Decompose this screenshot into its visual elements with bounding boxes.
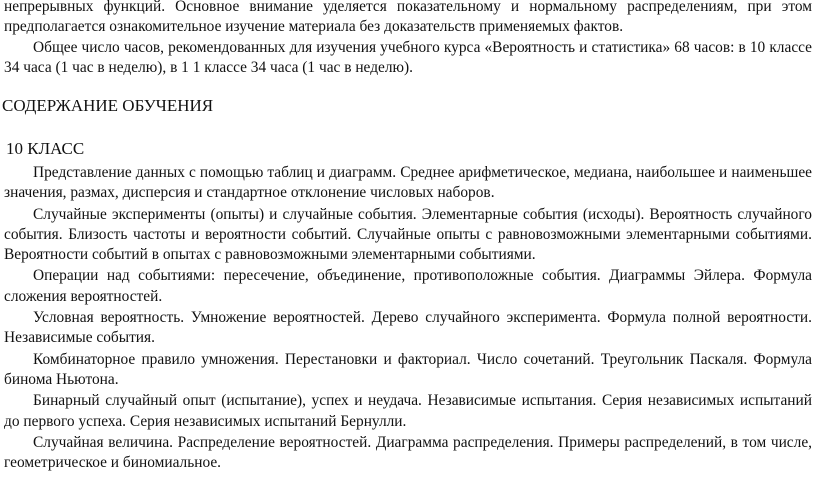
class-title: 10 КЛАСС	[6, 139, 85, 158]
intro-block	[4, 0, 812, 78]
content-block	[4, 163, 812, 474]
content-paragraph-random-variable: Случайная величина. Распределение вероятностей. Диаграмма распределения. Примеры распределений, в том числе, геометрическое и биномиальное.	[4, 433, 812, 472]
content-paragraph-combinatorics: Комбинаторное правило умножения. Перестановки и факториал. Число сочетаний. Треугольник Паскаля. Формула бинома Ньютона.	[4, 350, 812, 388]
content-paragraph-operations: Операции над событиями: пересечение, объединение, противоположные события. Диаграммы Эйлера. Формула сложения вероятностей.	[4, 267, 812, 305]
section-title: СОДЕРЖАНИЕ ОБУЧЕНИЯ	[2, 96, 214, 115]
intro-paragraph-1: непрерывных функций. Основное внимание уделяется показательному и нормальному распределениям, при этом предполагается ознакомительное изучение материала без доказательств применяемых фактов.	[4, 0, 812, 36]
content-paragraph-bernoulli: Бинарный случайный опыт (испытание), успех и неудача. Независимые испытания. Серия независимых испытаний до первого успеха. Серия независимых испытаний Бернулли.	[4, 392, 812, 430]
content-paragraph-data: Представление данных с помощью таблиц и диаграмм. Среднее арифметическое, медиана, наибольшее и наименьшее значения, размах, дисперсия и стандартное отклонение числовых наборов.	[4, 164, 812, 202]
content-paragraph-conditional: Условная вероятность. Умножение вероятностей. Дерево случайного эксперимента. Формула полной вероятности. Независимые события.	[4, 309, 812, 347]
content-paragraph-experiments: Случайные эксперименты (опыты) и случайные события. Элементарные события (исходы). Вероятность случайного события. Близость частоты и вероятности событий. Случайные опыты с равновозможными элементарными событиями. Вероятности событий в опытах с равновозможными элементарными событиями.	[4, 205, 812, 264]
intro-paragraph-hours: Общее число часов, рекомендованных для изучения учебного курса «Вероятность и статистика» 68 часов: в 10 классе 34 часа (1 час в неделю), в 1 1 классе 34 часа (1 час в неделю).	[4, 38, 812, 76]
